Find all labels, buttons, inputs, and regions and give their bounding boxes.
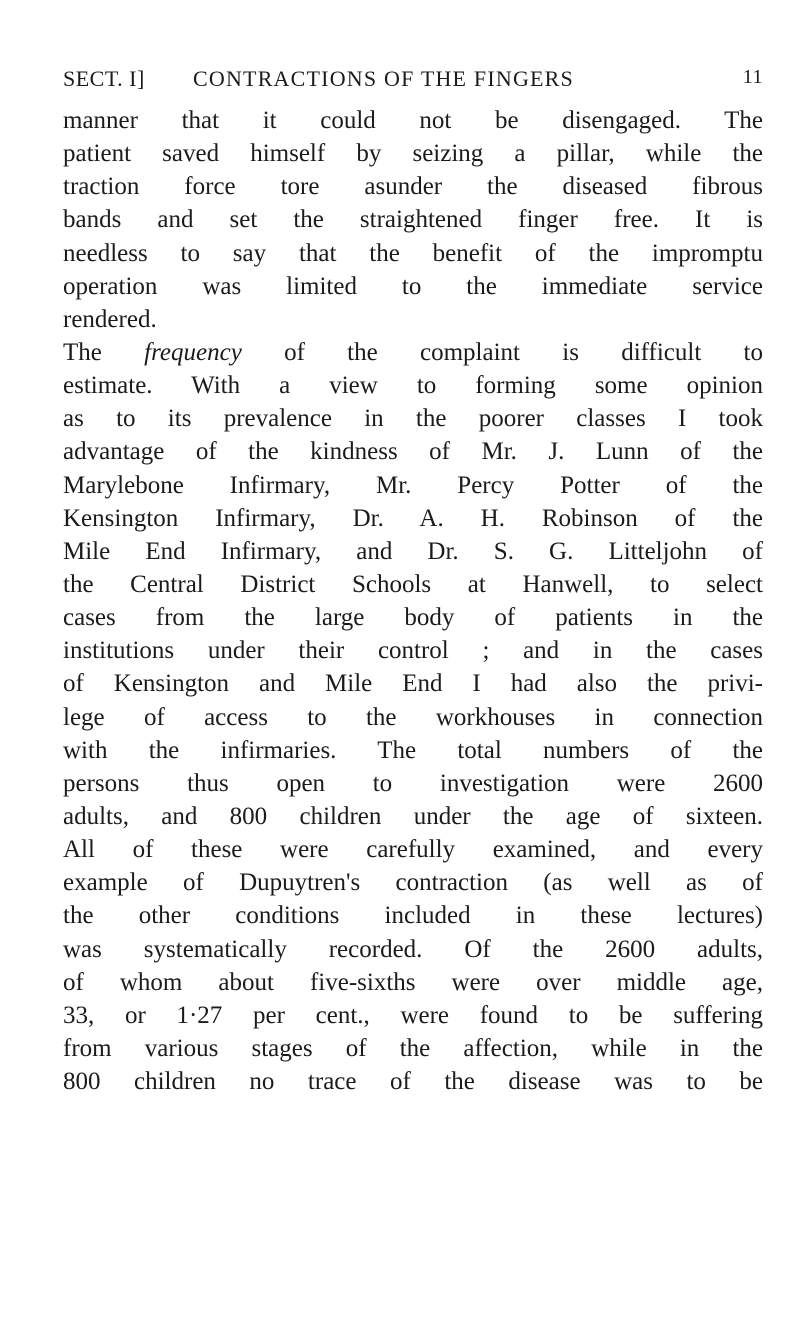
text-line: adults, and 800 children under the age of sixteen.	[63, 802, 763, 830]
text-line: the other conditions included in these lectures)	[63, 902, 763, 930]
text-line: as to its prevalence in the poorer classes I took	[63, 405, 763, 433]
text-line: Mile End Infirmary, and Dr. S. G. Litteljohn of	[63, 537, 763, 565]
text-line: the Central District Schools at Hanwell, to select	[63, 570, 763, 598]
text-line: of whom about five-sixths were over middle age,	[63, 968, 763, 996]
text-line: 33, or 1·27 per cent., were found to be suffering	[63, 1001, 763, 1029]
chapter-title: CONTRACTIONS OF THE FINGERS	[193, 66, 574, 91]
text-line: All of these were carefully examined, and every	[63, 836, 763, 864]
text-line: estimate. With a view to forming some opinion	[63, 372, 763, 400]
text-line: lege of access to the workhouses in connection	[63, 703, 763, 731]
text-line: advantage of the kindness of Mr. J. Lunn of the	[63, 438, 763, 466]
text-line: persons thus open to investigation were 2600	[63, 769, 763, 797]
page-number: 11	[742, 66, 763, 88]
text-line: Marylebone Infirmary, Mr. Percy Potter of the	[63, 471, 763, 499]
text-line: traction force tore asunder the diseased fibrous	[63, 173, 763, 201]
text-line-paragraph-start	[63, 336, 763, 369]
text-line: Kensington Infirmary, Dr. A. H. Robinson of the	[63, 504, 763, 532]
italic-emphasis: frequency	[144, 338, 242, 366]
text-line: institutions under their control ; and in the cases	[63, 637, 763, 665]
running-head	[63, 66, 763, 94]
text-line: of Kensington and Mile End I had also the privi-	[63, 670, 763, 698]
text-line: with the infirmaries. The total numbers of the	[63, 736, 763, 764]
text-line: needless to say that the benefit of the impromptu	[63, 239, 763, 267]
text-fragment: of the complaint is difficult to	[241, 338, 763, 366]
text-line: 800 children no trace of the disease was to be	[63, 1068, 763, 1096]
body-text	[63, 104, 763, 1098]
text-fragment: The	[63, 338, 145, 366]
text-line: manner that it could not be disengaged. The	[63, 107, 763, 134]
text-line: operation was limited to the immediate service	[63, 272, 763, 300]
text-line: from various stages of the affection, while in the	[63, 1034, 763, 1062]
text-line: bands and set the straightened finger free. It is	[63, 206, 763, 234]
text-line: example of Dupuytren's contraction (as well as of	[63, 869, 763, 897]
text-line: rendered.	[63, 305, 157, 333]
text-line: patient saved himself by seizing a pillar, while the	[63, 140, 763, 168]
text-line: was systematically recorded. Of the 2600 adults,	[63, 935, 763, 963]
text-line: cases from the large body of patients in the	[63, 604, 763, 632]
section-label: SECT. I]	[63, 66, 145, 91]
